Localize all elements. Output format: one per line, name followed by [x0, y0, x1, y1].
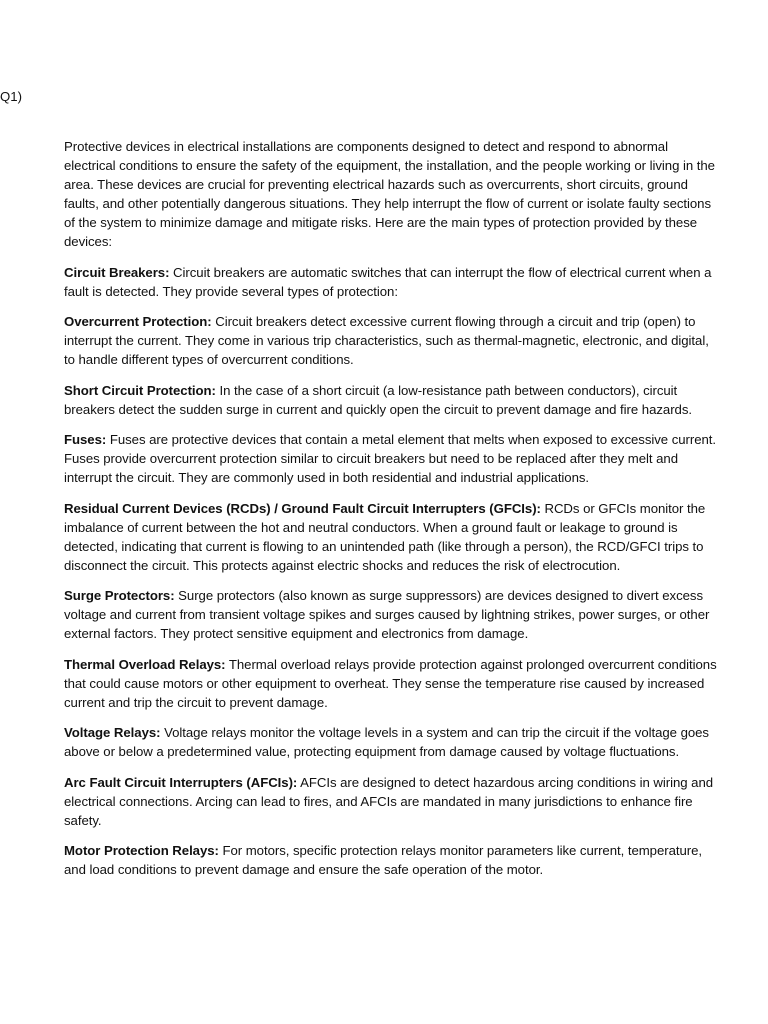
section-circuit-breakers	[64, 263, 720, 301]
section-motor-protection-relays	[64, 841, 720, 879]
section-voltage-relays	[64, 723, 720, 761]
section-term: Overcurrent Protection:	[64, 314, 212, 329]
section-term: Thermal Overload Relays:	[64, 656, 226, 672]
document-body	[64, 137, 720, 891]
section-text: For motors, specific protection relays monitor parameters like current, temperature, and load conditions to prevent damage and ensure the safe operation of the motor.	[64, 843, 703, 877]
section-term: Motor Protection Relays:	[64, 843, 219, 858]
section-thermal-overload-relays	[64, 655, 720, 712]
section-rcd-gfci	[64, 499, 720, 575]
section-text: RCDs or GFCIs monitor the imbalance of current between the hot and neutral conductors. When a ground fault or leakage to ground is detected, indicating that current is flowing to an unintended path (like through a person), the RCD/GFCI trips to disconnect the circuit. This protects against electric shocks and reduces the risk of electrocution.	[64, 500, 706, 573]
section-text: In the case of a short circuit (a low-resistance path between conductors), circuit breakers detect the sudden surge in current and quickly open the circuit to prevent damage and fire hazards.	[64, 382, 692, 417]
section-text: Circuit breakers detect excessive current flowing through a circuit and trip (open) to interrupt the current. They come in various trip characteristics, such as thermal-magnetic, electronic, and digital, to handle different types of overcurrent conditions.	[64, 314, 709, 367]
section-term: Arc Fault Circuit Interrupters (AFCIs):	[64, 774, 298, 790]
section-overcurrent-protection	[64, 312, 720, 369]
section-surge-protectors	[64, 586, 720, 643]
section-term: Circuit Breakers:	[64, 264, 170, 280]
section-fuses	[64, 430, 720, 487]
section-text: Fuses are protective devices that contain a metal element that melts when exposed to excessive current. Fuses provide overcurrent protection similar to circuit breakers but need to be replaced after they melt and interrupt the circuit. They are commonly used in both residential and industrial applications.	[64, 432, 717, 485]
section-term: Fuses:	[64, 432, 107, 447]
question-label: Q1)	[0, 89, 22, 104]
section-term: Surge Protectors:	[64, 588, 175, 603]
intro-paragraph: Protective devices in electrical installations are components designed to detect and respond to abnormal electrical conditions to ensure the safety of the equipment, the installation, and the people working or living in the area. These devices are crucial for preventing electrical hazards such as overcurrents, short circuits, ground faults, and other potentially dangerous situations. They help interrupt the flow of current or isolate faulty sections of the system to minimize damage and mitigate risks. Here are the main types of protection provided by these devices:	[64, 139, 715, 249]
section-text: Thermal overload relays provide protection against prolonged overcurrent conditions that could cause motors or other equipment to overheat. They sense the temperature rise caused by increased current and trip the circuit to prevent damage.	[64, 656, 717, 710]
section-text: Surge protectors (also known as surge suppressors) are devices designed to divert excess voltage and current from transient voltage spikes and surges caused by lightning strikes, power surges, or other external factors. They protect sensitive equipment and electronics from damage.	[64, 588, 710, 641]
section-text: Voltage relays monitor the voltage levels in a system and can trip the circuit if the voltage goes above or below a predetermined value, protecting equipment from damage caused by voltage fluctuations.	[64, 725, 709, 759]
section-short-circuit-protection	[64, 381, 720, 419]
section-term: Residual Current Devices (RCDs) / Ground Fault Circuit Interrupters (GFCIs):	[64, 500, 541, 516]
section-term: Voltage Relays:	[64, 725, 161, 740]
section-text: AFCIs are designed to detect hazardous arcing conditions in wiring and electrical connections. Arcing can lead to fires, and AFCIs are mandated in many jurisdictions to enhance fire safety.	[64, 774, 714, 828]
section-text: Circuit breakers are automatic switches that can interrupt the flow of electrical current when a fault is detected. They provide several types of protection:	[64, 264, 712, 299]
section-term: Short Circuit Protection:	[64, 382, 216, 398]
section-afci	[64, 773, 720, 830]
